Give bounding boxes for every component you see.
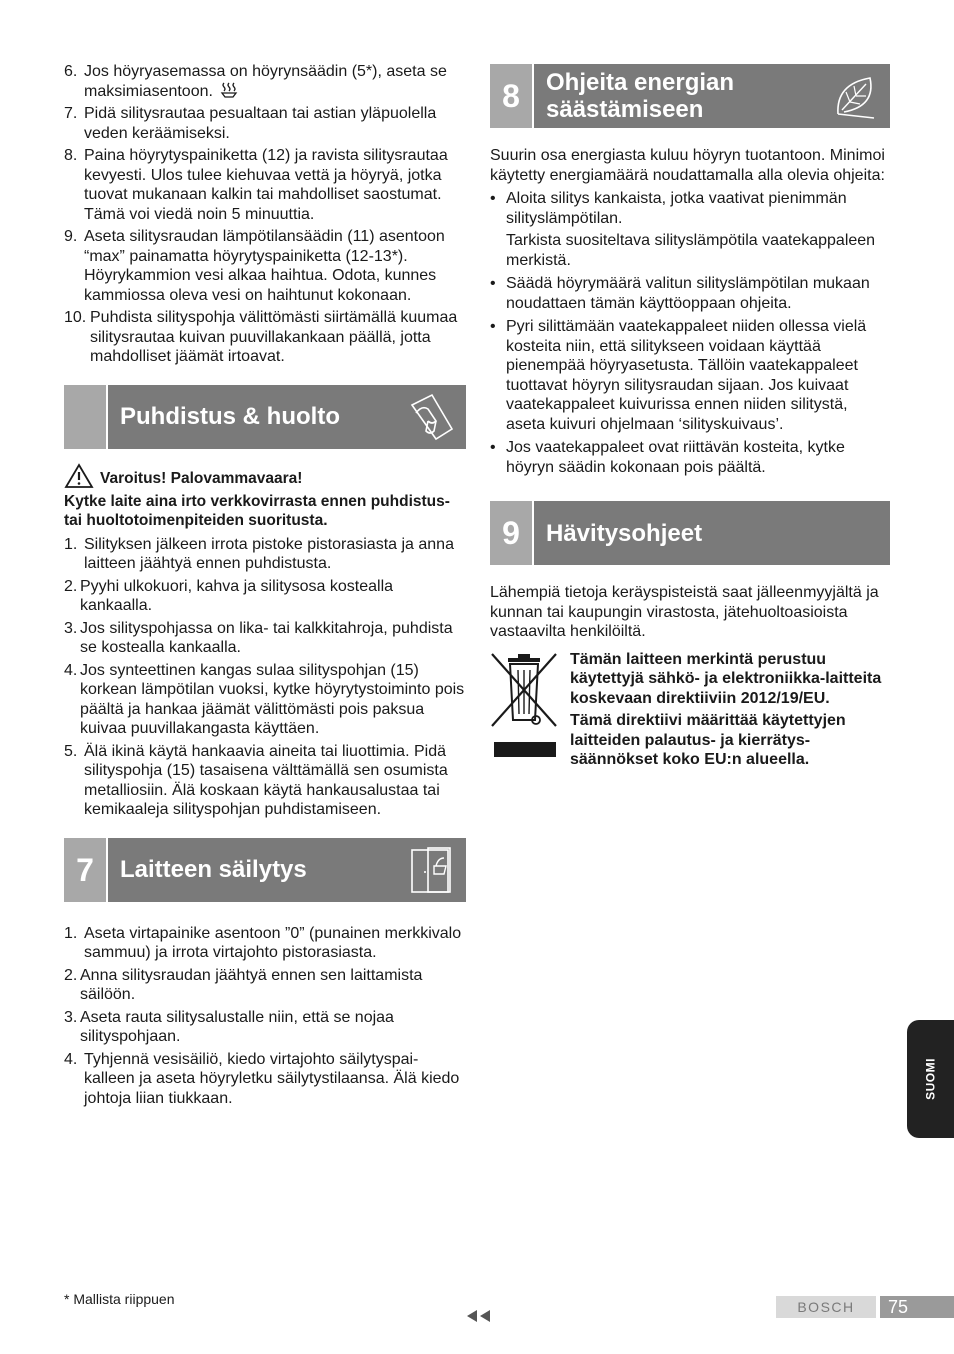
previous-page-arrows-icon[interactable] (465, 1309, 493, 1323)
warning-title: Varoitus! Palovammavaara! (100, 470, 303, 487)
steam-max-icon (220, 82, 238, 98)
right-column (490, 64, 890, 770)
disposal-intro: Lähempiä tietoja keräyspisteistä saat jälleenmyyjältä ja kunnan tai kaupungin virastosta, jätehuoltoasioista vastaavilta henkilöiltä. (490, 584, 879, 640)
left-column (64, 62, 466, 1111)
section-title: Hävitysohjeet (546, 519, 703, 547)
crossed-bin-icon (490, 650, 560, 762)
list-item: 9. Aseta silitysraudan lämpötilansäädin (11) asentoon “max” painamatta höyrytyspainiketta (12-13*). Höyrykammion vesi alkaa haihtua. Odota, kunnes kammiossa oleva vesi on haihtunut kokonaan. (64, 228, 445, 304)
section-number-badge: 8 (490, 64, 532, 128)
list-item: 7. Pidä silitysrautaa pesualtaan tai astian yläpuolella veden keräämiseksi. (64, 105, 437, 142)
footnote: * Mallista riippuen (64, 1291, 175, 1307)
descaling-steps (64, 62, 466, 367)
list-item: 3. Aseta rauta silitysalustalle niin, että se nojaa silityspohjaan. (64, 1008, 394, 1045)
list-item-text: Jos höyryasemassa on höyrynsäädin (5*), aseta se maksimiasentoon. (84, 63, 447, 100)
wardrobe-icon (406, 844, 458, 896)
list-item: 2. Anna silitysraudan jäähtyä ennen sen laittamista säilöön. (64, 966, 423, 1003)
section-banner-cleaning (64, 385, 466, 449)
list-item: 2. Pyyhi ulkokuori, kahva ja silitysosa kostealla kankaalla. (64, 577, 394, 614)
section-title: Laitteen säilytys (120, 856, 307, 883)
list-item: 4. Jos synteettinen kangas sulaa silityspohjan (15) korkean lämpötilan vuoksi, kytke höyrytystoiminto pois päältä ja hankaa jäämät välittömästi pois paksua kuivaa puuvillakangasta käyttäen. (64, 661, 465, 737)
list-item: 1. Silityksen jälkeen irrota pistoke pistorasiasta ja anna laitteen jäähtyä ennen puhdistusta. (64, 535, 454, 572)
section-banner-storage (64, 838, 466, 902)
section-number-badge: 7 (64, 838, 106, 902)
list-item: 1. Aseta virtapainike asentoon ”0” (punainen merkkivalo sammuu) ja irrota virtajohto pistorasiasta. (64, 924, 462, 961)
cleaning-steps (64, 535, 466, 820)
list-item: 6. Jos höyryasemassa on höyrynsäädin (5*), aseta se maksimiasentoon. (64, 63, 447, 100)
language-label: SUOMI (922, 1058, 937, 1100)
leaf-icon (830, 70, 882, 122)
section-banner-energy (490, 64, 890, 128)
energy-tips (490, 189, 890, 477)
section-title: Puhdistus & huolto (120, 403, 340, 430)
section-number-badge (64, 385, 106, 449)
list-item: 4. Tyhjennä vesisäiliö, kiedo virtajohto säilytyspai-kalleen ja aseta höyryletku säilytystilaansa. Älä kiedo johtoja liian tiukkaan. (64, 1050, 460, 1107)
weee-notice (490, 650, 890, 770)
list-item: 8. Paina höyrytyspainiketta (12) ja ravista silitysrautaa kevyesti. Ulos tulee kiehuvaa vettä ja höyryä, jotka tuovat mukanaan kalkin tai mahdolliset saostumat. Tämä voi viedä noin 5 minuuttia. (64, 147, 448, 223)
section-banner-disposal (490, 501, 890, 565)
section-title: Ohjeita energian säästämiseen (546, 69, 735, 123)
list-item: • Aloita silitys kankaista, jotka vaativat pienimmän silityslämpötilan. Tarkista suositeltava silityslämpötila vaatekappaleen merkistä. (490, 190, 876, 269)
list-item: • Säädä höyrymäärä valitun silityslämpötilan mukaan noudattaen tämän käyttöoppaan ohjeita. (490, 275, 870, 312)
cleaning-cloth-icon (406, 391, 458, 443)
weee-text: Tämän laitteen merkintä perustuu käytettyjä sähkö- ja elektroniikka-laitteita koskevaan direktiiviin 2012/19/EU. (570, 650, 882, 707)
brand-label: BOSCH (776, 1296, 876, 1318)
warning-text: Kytke laite aina irto verkkovirrasta ennen puhdistus- tai huoltotoimenpiteiden suoritusta. (64, 492, 450, 529)
section-number-badge: 9 (490, 501, 532, 565)
storage-steps (64, 924, 466, 1109)
page-number: 75 (880, 1296, 954, 1318)
warning-block (64, 463, 466, 531)
energy-intro: Suurin osa energiasta kuluu höyryn tuotantoon. Minimoi käytetty energiamäärä noudattamalla alla olevia ohjeita: (490, 147, 885, 184)
language-tab (907, 1020, 954, 1138)
list-item: • Jos vaatekappaleet ovat riittävän kosteita, kytke höyryn säädin kokonaan pois päältä. (490, 439, 845, 476)
list-item: • Pyri silittämään vaatekappaleet niiden ollessa vielä kosteita niin, että silitykseen voidaan käyttää pienempää höyryasetusta. Tällöin vaatekappaleet tuottavat höyryn silitysraudan sijaan. Jos kuivaat vaatekappaleet kuivurissa ennen niiden silitystä, aseta kuivuri ohjelmaan ‘silityskuivaus’. (490, 318, 867, 433)
list-item: 5. Älä ikinä käytä hankaavia aineita tai liuottimia. Pidä silityspohja (15) tasaisena välttämällä sen osumista metalliosiin. Älä koskaan käytä hankausalustaa tai kemikaaleja silityspohjan puhdistamiseen. (64, 742, 448, 818)
list-item: 10. Puhdista silityspohja välittömästi siirtämällä kuumaa silitysrautaa kuivan puuvillakankaan päällä, jotta mahdolliset jäämät irtoavat. (64, 309, 458, 365)
weee-text: Tämä direktiivi määrittää käytettyjen laitteiden palautus- ja kierrätys-säännökset koko EU:n alueella. (570, 712, 846, 768)
list-item: 3. Jos silityspohjassa on lika- tai kalkkitahroja, puhdista se kostealla kankaalla. (64, 619, 453, 656)
warning-triangle-icon (64, 463, 94, 489)
